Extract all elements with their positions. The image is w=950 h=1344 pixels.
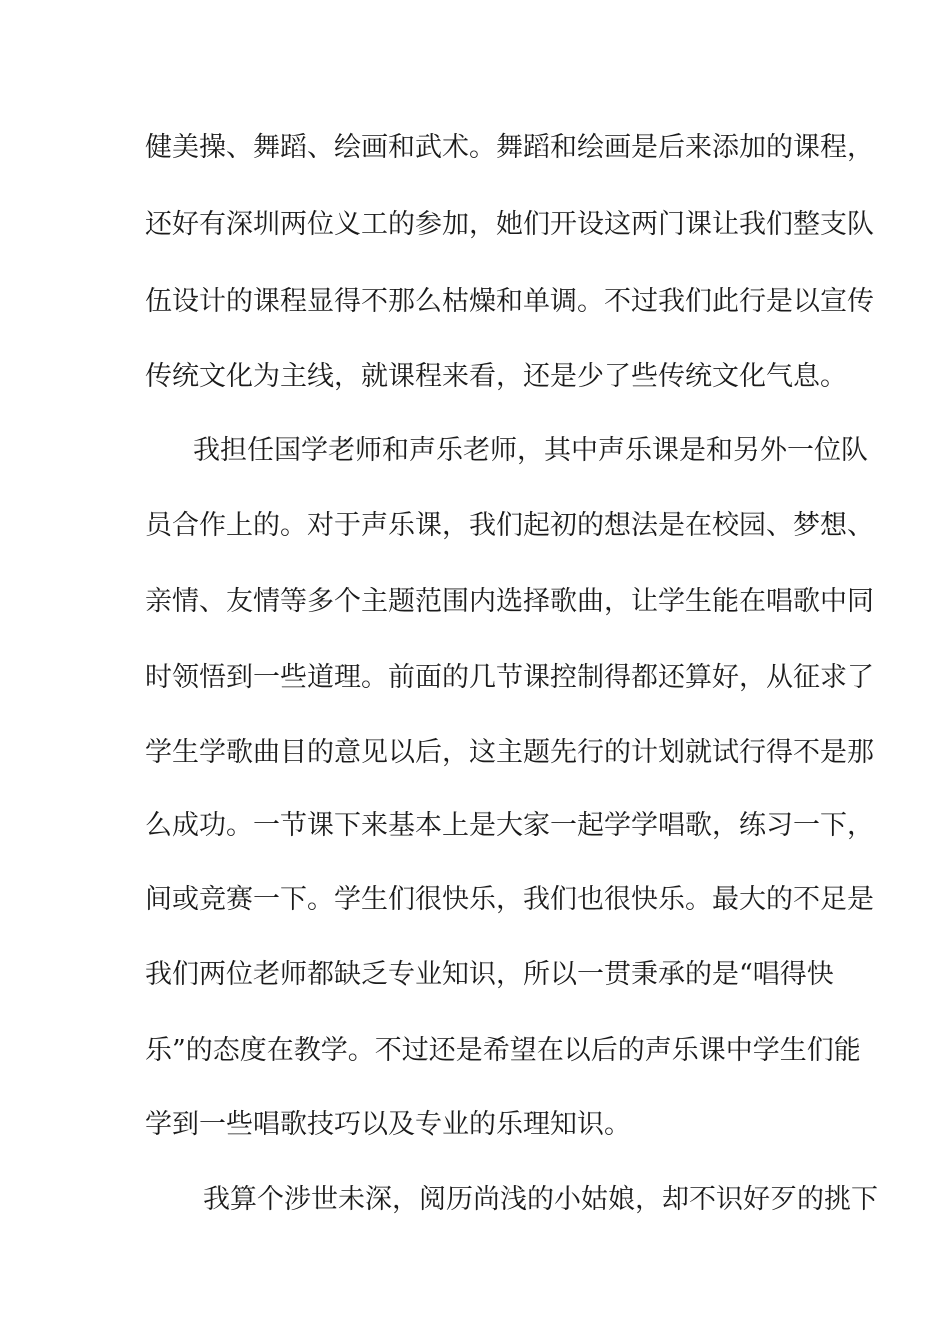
paragraph-3-line-1: 我算个涉世未深，阅历尚浅的小姑娘，却不识好歹的挑下 [203, 1184, 878, 1215]
paragraph-1-line-2: 还好有深圳两位义工的参加，她们开设这两门课让我们整支队 [145, 209, 874, 240]
paragraph-2-line-2: 员合作上的。对于声乐课，我们起初的想法是在校园、梦想、 [145, 510, 874, 541]
paragraph-2-line-8: 我们两位老师都缺乏专业知识，所以一贯秉承的是“唱得快 [145, 959, 834, 990]
paragraph-2-line-10: 学到一些唱歌技巧以及专业的乐理知识。 [145, 1109, 631, 1140]
paragraph-2-line-7: 间或竞赛一下。学生们很快乐，我们也很快乐。最大的不足是 [145, 884, 874, 915]
paragraph-2-line-3: 亲情、友情等多个主题范围内选择歌曲，让学生能在唱歌中同 [145, 586, 874, 617]
paragraph-2-line-5: 学生学歌曲目的意见以后，这主题先行的计划就试行得不是那 [145, 737, 874, 768]
paragraph-2-line-1: 我担任国学老师和声乐老师，其中声乐课是和另外一位队 [193, 435, 868, 466]
paragraph-1-line-1: 健美操、舞蹈、绘画和武术。舞蹈和绘画是后来添加的课程， [145, 132, 874, 163]
paragraph-2-line-4: 时领悟到一些道理。前面的几节课控制得都还算好，从征求了 [145, 662, 874, 693]
paragraph-1-line-3: 伍设计的课程显得不那么枯燥和单调。不过我们此行是以宣传 [145, 286, 874, 317]
paragraph-1-line-4: 传统文化为主线，就课程来看，还是少了些传统文化气息。 [145, 361, 847, 392]
paragraph-2-line-9: 乐”的态度在教学。不过还是希望在以后的声乐课中学生们能 [145, 1035, 861, 1066]
paragraph-2-line-6: 么成功。一节课下来基本上是大家一起学学唱歌，练习一下， [145, 810, 874, 841]
